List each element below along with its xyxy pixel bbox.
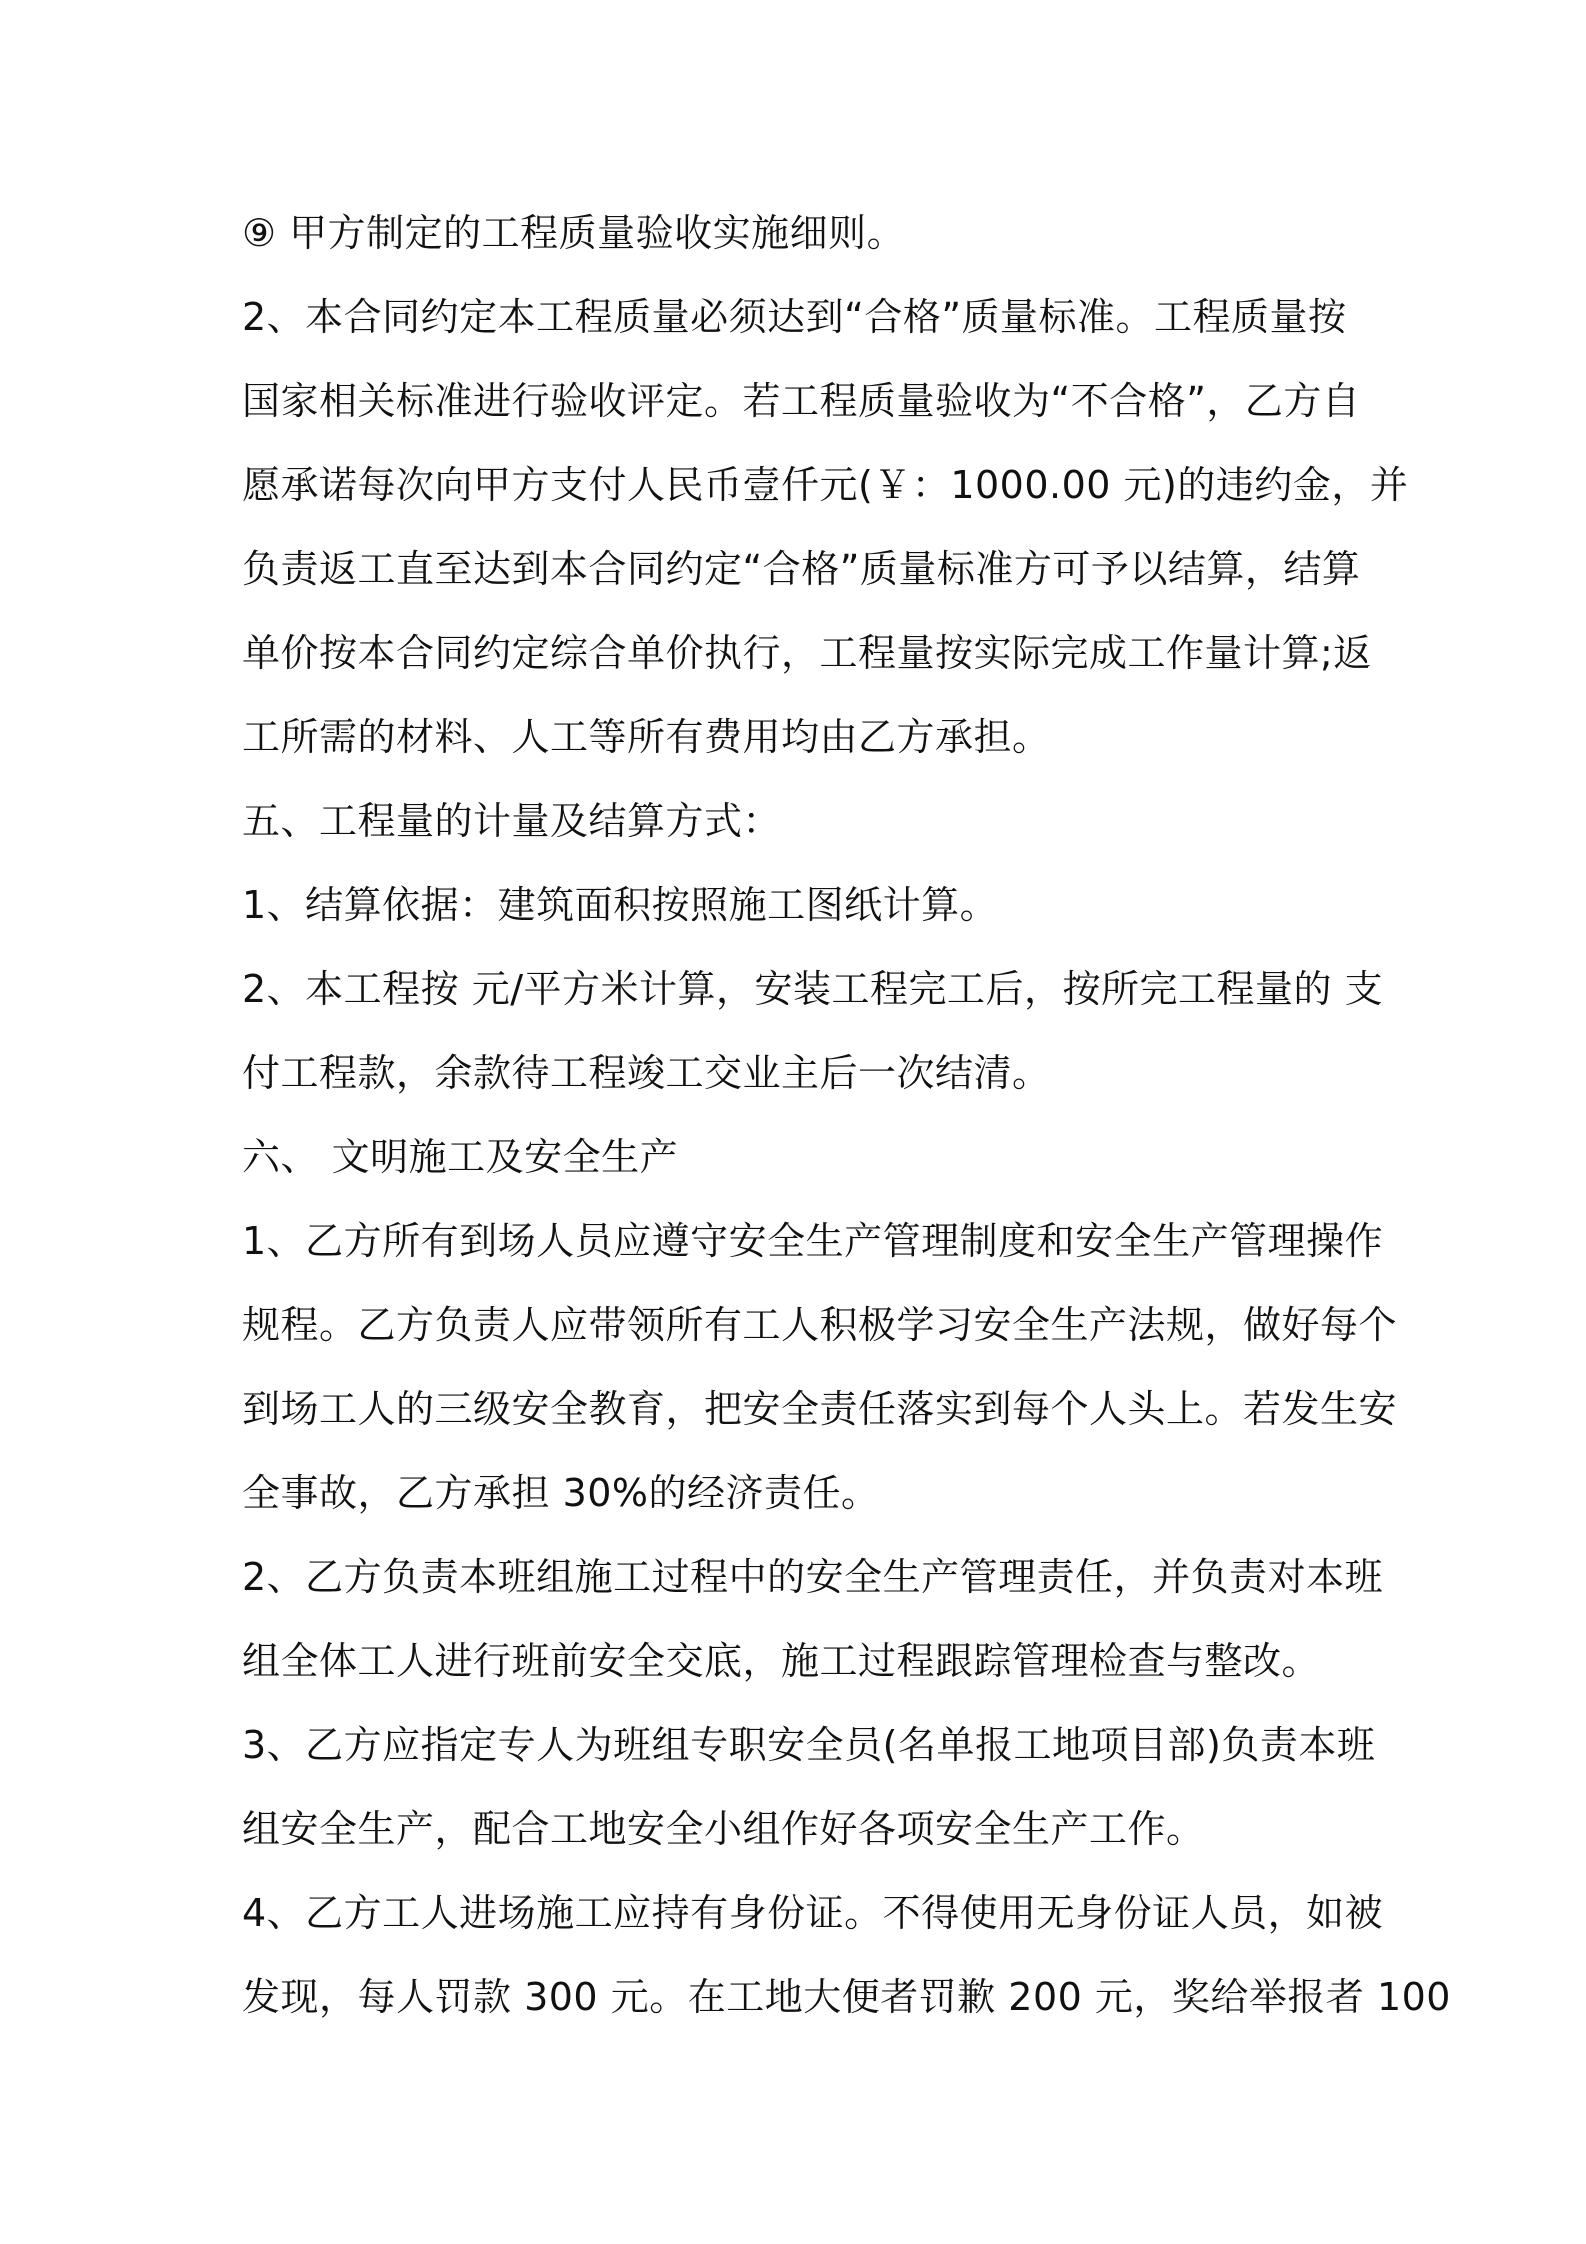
text-line: 国家相关标准进行验收评定。若工程质量验收为“不合格”，乙方自 (242, 379, 1361, 423)
text-line: 3、乙方应指定专人为班组专职安全员(名单报工地项目部)负责本班 (242, 1723, 1376, 1767)
text-line: 组安全生产，配合工地安全小组作好各项安全生产工作。 (242, 1807, 1205, 1851)
text-line: 2、本合同约定本工程质量必须达到“合格”质量标准。工程质量按 (242, 295, 1347, 339)
text-line: 4、乙方工人进场施工应持有身份证。不得使用无身份证人员，如被 (242, 1891, 1384, 1935)
text-line: 1、乙方所有到场人员应遵守安全生产管理制度和安全生产管理操作 (242, 1219, 1384, 1263)
section-heading: 六、 文明施工及安全生产 (242, 1135, 679, 1179)
text-line: 愿承诺每次向甲方支付人民币壹仟元(￥：1000.00 元)的违约金，并 (242, 463, 1409, 507)
text-line: 2、乙方负责本班组施工过程中的安全生产管理责任，并负责对本班 (242, 1555, 1384, 1599)
text-line: 2、本工程按 元/平方米计算，安装工程完工后，按所完工程量的 支 (242, 967, 1384, 1011)
text-line: 付工程款，余款待工程竣工交业主后一次结清。 (242, 1051, 1051, 1095)
text-line: 组全体工人进行班前安全交底，施工过程跟踪管理检查与整改。 (242, 1639, 1321, 1683)
text-line: 全事故，乙方承担 30%的经济责任。 (242, 1471, 880, 1515)
text-line: 到场工人的三级安全教育，把安全责任落实到每个人头上。若发生安 (242, 1387, 1398, 1431)
text-line: ⑨ 甲方制定的工程质量验收实施细则。 (242, 211, 906, 255)
text-line: 规程。乙方负责人应带领所有工人积极学习安全生产法规，做好每个 (242, 1303, 1398, 1347)
text-line: 发现，每人罚款 300 元。在工地大便者罚歉 200 元，奖给举报者 100 (242, 1975, 1451, 2019)
text-line: 单价按本合同约定综合单价执行，工程量按实际完成工作量计算;返 (242, 631, 1372, 675)
text-line: 工所需的材料、人工等所有费用均由乙方承担。 (242, 715, 1051, 759)
text-line: 负责返工直至达到本合同约定“合格”质量标准方可予以结算，结算 (242, 547, 1361, 591)
section-heading: 五、工程量的计量及结算方式： (242, 799, 782, 843)
text-line: 1、结算依据：建筑面积按照施工图纸计算。 (242, 883, 999, 927)
